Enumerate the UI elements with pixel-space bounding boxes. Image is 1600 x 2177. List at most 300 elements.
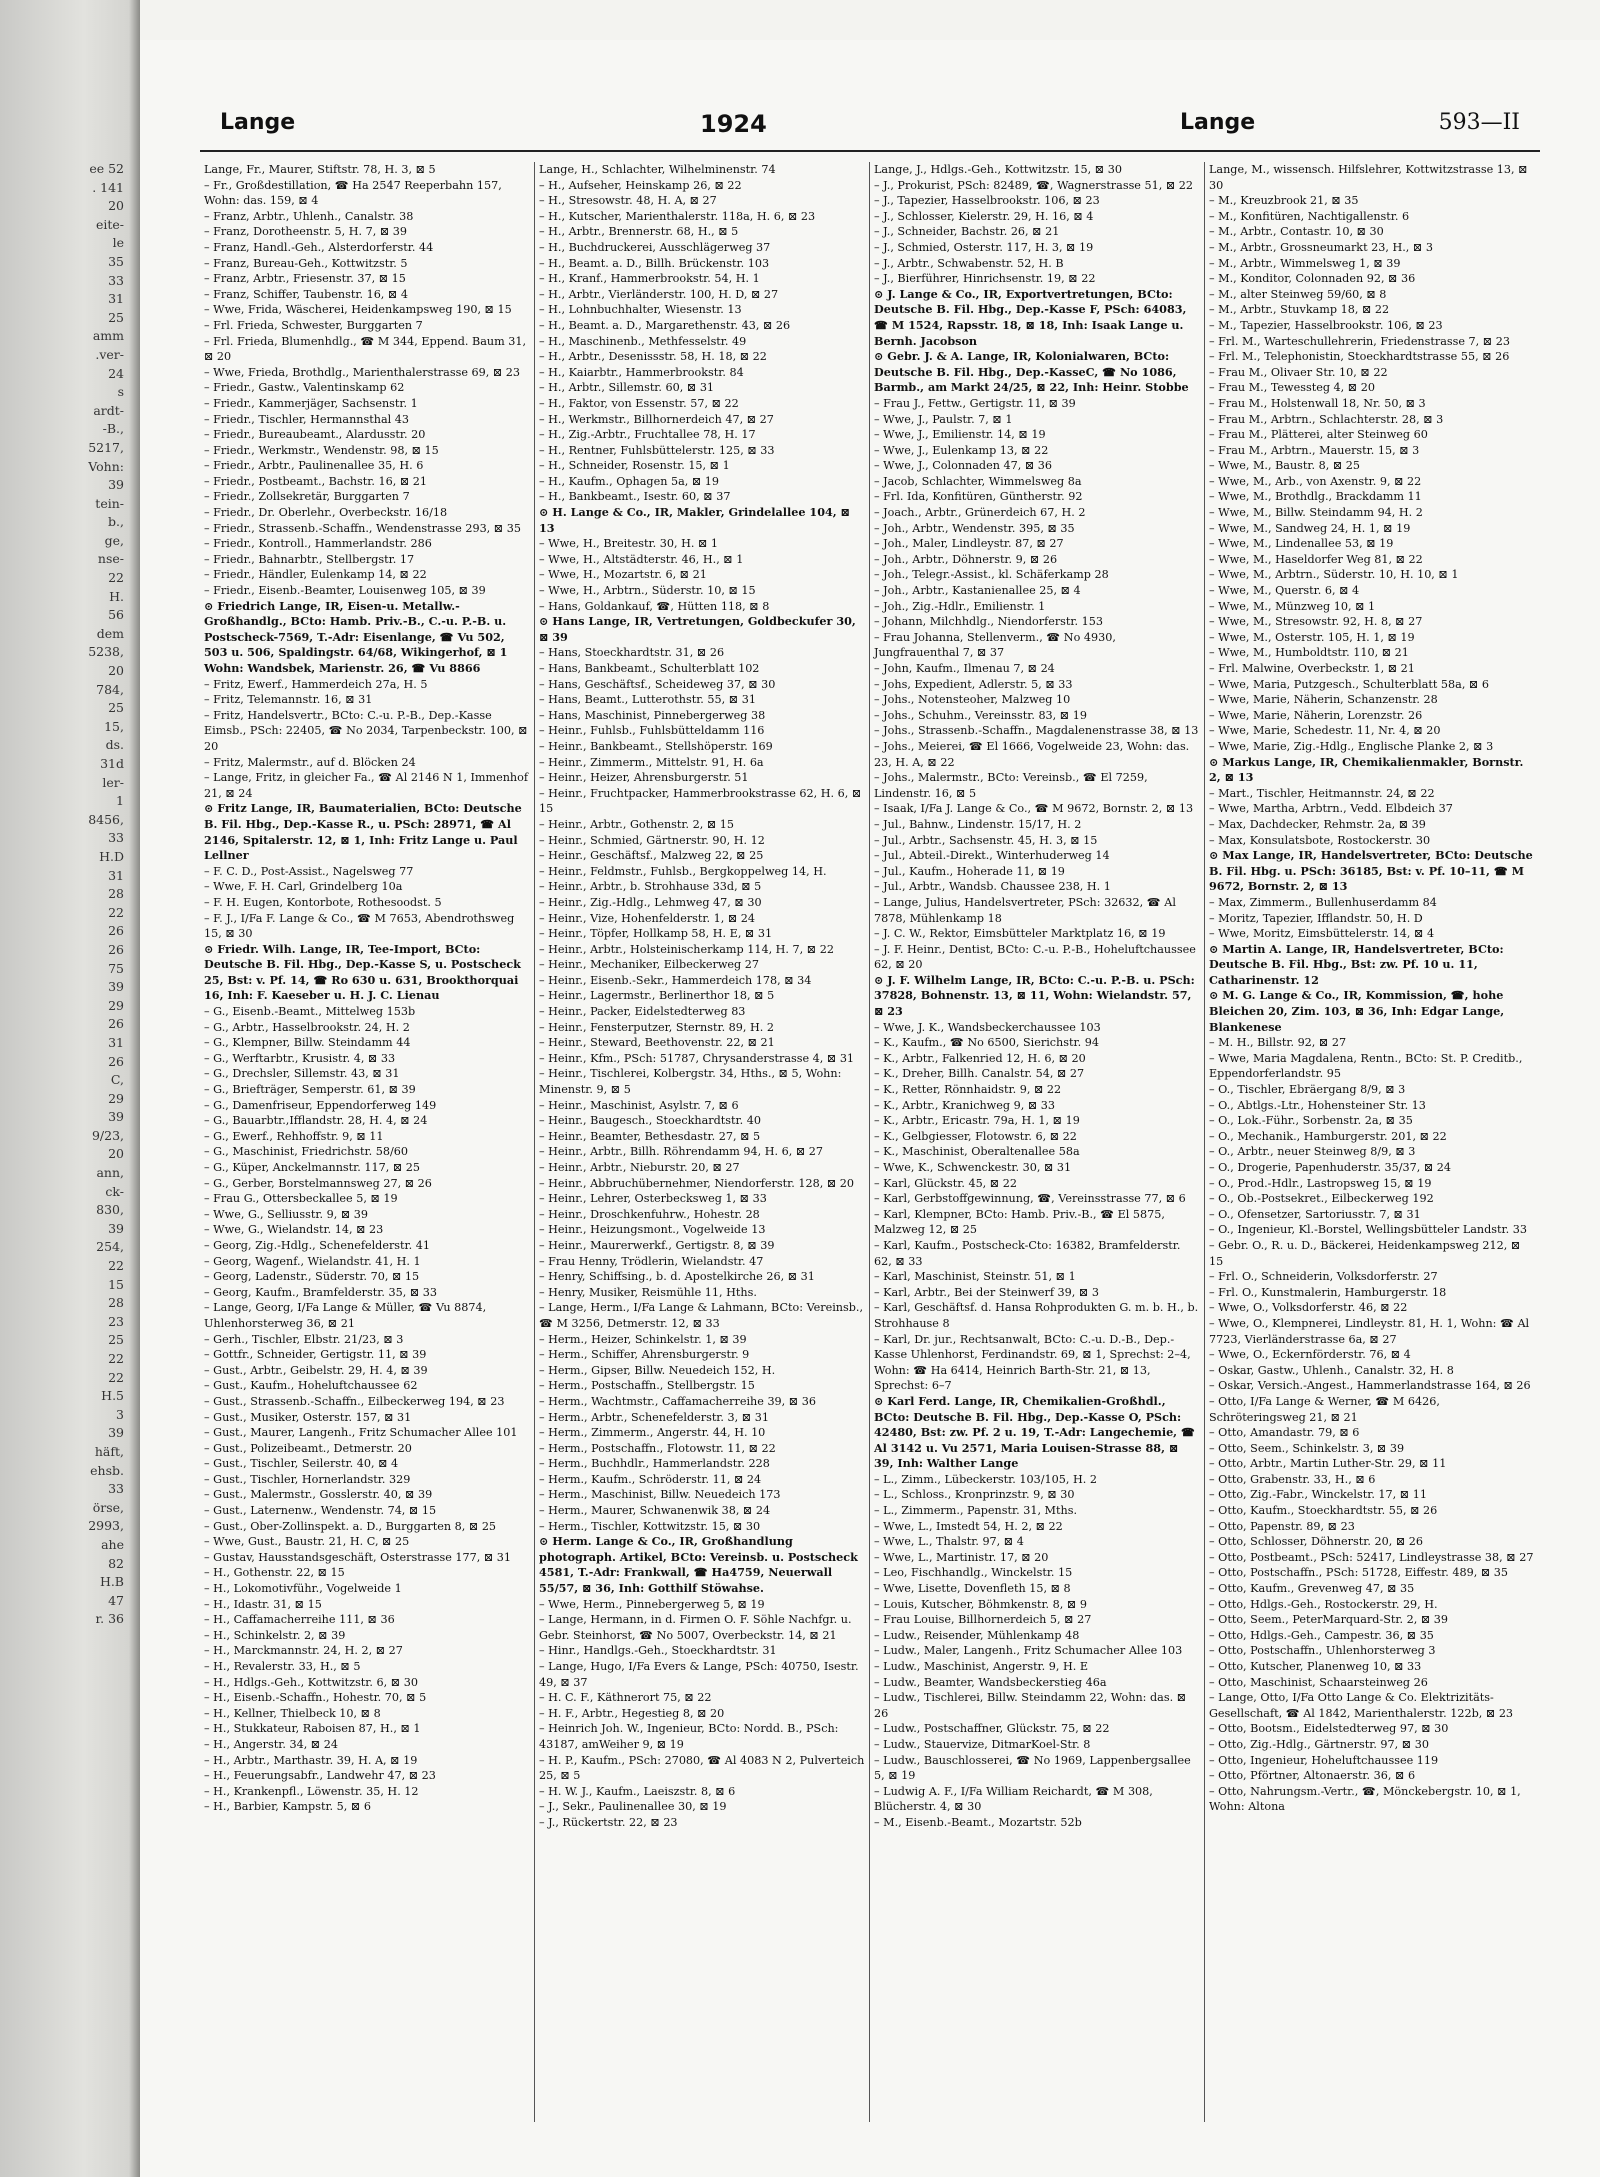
fragment-line: 26 bbox=[108, 1016, 124, 1032]
directory-entry: – Otto, Arbtr., Martin Luther-Str. 29, ⊠ 11 bbox=[1209, 1457, 1447, 1471]
directory-entry: – Frau G., Ottersbeckallee 5, ⊠ 19 bbox=[204, 1192, 398, 1206]
directory-entry: – Frau Louise, Billhornerdeich 5, ⊠ 27 bbox=[874, 1613, 1092, 1627]
directory-entry: – Lange, Hugo, I/Fa Evers & Lange, PSch: 40750, Isestr. 49, ⊠ 37 bbox=[539, 1660, 859, 1689]
directory-entry: – Heinr., Beamter, Bethesdastr. 27, ⊠ 5 bbox=[539, 1129, 761, 1143]
directory-entry: – Ludwig A. F., I/Fa William Reichardt, ☎ M 308, Blücherstr. 4, ⊠ 30 bbox=[874, 1784, 1153, 1814]
fragment-line: 784, bbox=[96, 681, 124, 697]
directory-entry: – Heinr., Feldmstr., Fuhlsb., Bergkoppelweg 14, H. bbox=[539, 864, 827, 878]
fragment-line: ahe bbox=[101, 1536, 124, 1552]
directory-entry: – Gebr. O., R. u. D., Bäckerei, Heidenkampsweg 212, ⊠ 15 bbox=[1209, 1238, 1521, 1268]
fragment-line: 25 bbox=[108, 309, 124, 325]
directory-entry: – Gust., Tischler, Seilerstr. 40, ⊠ 4 bbox=[204, 1457, 399, 1471]
header-right-name: Lange bbox=[1180, 110, 1256, 135]
fragment-line: häft, bbox=[94, 1443, 124, 1459]
directory-entry: – Wwe, Martha, Arbtrn., Vedd. Elbdeich 37 bbox=[1209, 802, 1453, 816]
directory-entry: – G., Klempner, Billw. Steindamm 44 bbox=[204, 1036, 411, 1050]
fragment-line: 33 bbox=[108, 830, 124, 846]
directory-entry: – Wwe, Maria Magdalena, Rentn., BCto: St. P. Creditb., Eppendorferlandstr. 95 bbox=[1209, 1051, 1523, 1081]
directory-entry: – Wwe, Marie, Zig.-Hdlg., Englische Planke 2, ⊠ 3 bbox=[1209, 739, 1494, 753]
directory-entry: – Johs, Expedient, Adlerstr. 5, ⊠ 33 bbox=[874, 677, 1073, 691]
fragment-line: 3 bbox=[116, 1406, 124, 1422]
directory-entry: Lange, Fr., Maurer, Stiftstr. 78, H. 3, ⊠ 5 bbox=[204, 163, 436, 176]
directory-entry: – Wwe, Frieda, Brothdlg., Marienthalerstrasse 69, ⊠ 23 bbox=[204, 365, 521, 379]
fragment-line: ds. bbox=[105, 737, 124, 753]
firm-entry: ⊙ Karl Ferd. Lange, IR, Chemikalien-Großhdl., BCto: Deutsche B. Fil. Hbg., Dep.-Kasse O, PSch: 42480, Bst: zw. Pf. 2 u. 19, T.-Adr: Langechemie, ☎ Al 3142 u. Vu 2571, Maria Louisen-Strasse 88, ⊠ 39, Inh: Walther Lange bbox=[874, 1394, 1200, 1472]
directory-entry: – K., Dreher, Billh. Canalstr. 54, ⊠ 27 bbox=[874, 1067, 1085, 1081]
directory-entry: – H., Marckmannstr. 24, H. 2, ⊠ 27 bbox=[204, 1644, 403, 1658]
directory-entry: – Heinr., Töpfer, Hollkamp 58, H. E, ⊠ 31 bbox=[539, 927, 773, 941]
directory-entry: – Otto, Postschaffn., PSch: 51728, Eiffestr. 489, ⊠ 35 bbox=[1209, 1566, 1509, 1580]
directory-entry: – John, Kaufm., Ilmenau 7, ⊠ 24 bbox=[874, 662, 1055, 675]
directory-entry: – Georg, Zig.-Hdlg., Schenefelderstr. 41 bbox=[204, 1238, 430, 1252]
fragment-line: 35 bbox=[108, 253, 124, 269]
directory-entry: – Otto, Kaufm., Stoeckhardtstr. 55, ⊠ 26 bbox=[1209, 1504, 1438, 1518]
directory-entry: – O., Mechanik., Hamburgerstr. 201, ⊠ 22 bbox=[1209, 1129, 1447, 1143]
directory-entry: – Heinr., Droschkenfuhrw., Hohestr. 28 bbox=[539, 1207, 760, 1221]
directory-entry: – O., Arbtr., neuer Steinweg 8/9, ⊠ 3 bbox=[1209, 1145, 1416, 1159]
directory-entry: – G., Eisenb.-Beamt., Mittelweg 153b bbox=[204, 1005, 416, 1019]
directory-entry: – H., Lohnbuchhalter, Wiesenstr. 13 bbox=[539, 303, 742, 317]
directory-entry: – Joh., Arbtr., Döhnerstr. 9, ⊠ 26 bbox=[874, 552, 1058, 566]
directory-entry: – Ludw., Postschaffner, Glückstr. 75, ⊠ 22 bbox=[874, 1722, 1110, 1736]
directory-entry: – Wwe, K., Schwenckestr. 30, ⊠ 31 bbox=[874, 1161, 1072, 1174]
directory-entry: – Herm., Maschinist, Billw. Neuedeich 173 bbox=[539, 1488, 781, 1502]
directory-entry: – Wwe, Marie, Näherin, Schanzenstr. 28 bbox=[1209, 693, 1438, 707]
directory-entry: – Fritz, Telemannstr. 16, ⊠ 31 bbox=[204, 693, 373, 707]
directory-entry: – Herm., Postschaffn., Stellbergstr. 15 bbox=[539, 1379, 755, 1393]
directory-entry: – H., Aufseher, Heinskamp 26, ⊠ 22 bbox=[539, 178, 742, 192]
directory-entry: – Otto, I/Fa Lange & Werner, ☎ M 6426, Schröteringsweg 21, ⊠ 21 bbox=[1209, 1394, 1440, 1424]
directory-entry: – Wwe, Herm., Pinnebergerweg 5, ⊠ 19 bbox=[539, 1597, 765, 1611]
directory-entry: – H., Revalerstr. 33, H., ⊠ 5 bbox=[204, 1660, 361, 1673]
directory-entry: – Lange, Georg, I/Fa Lange & Müller, ☎ Vu 8874, Uhlenhorsterweg 36, ⊠ 21 bbox=[204, 1301, 487, 1330]
directory-entry: – Heinr., Maurerwerkf., Gertigstr. 8, ⊠ 39 bbox=[539, 1238, 775, 1252]
directory-entry: – Herm., Gipser, Billw. Neuedeich 152, H. bbox=[539, 1363, 776, 1377]
directory-entry: – Frau M., Arbtrn., Schlachterstr. 28, ⊠ 3 bbox=[1209, 412, 1444, 426]
directory-entry: – F. C. D., Post-Assist., Nagelsweg 77 bbox=[204, 864, 414, 878]
fragment-line: H.5 bbox=[101, 1388, 124, 1404]
directory-entry: – Wwe, M., Haseldorfer Weg 81, ⊠ 22 bbox=[1209, 552, 1423, 566]
directory-entry: – Ludw., Reisender, Mühlenkamp 48 bbox=[874, 1628, 1080, 1642]
directory-entry: – Heinr., Arbtr., Billh. Röhrendamm 94, H. 6, ⊠ 27 bbox=[539, 1145, 823, 1159]
directory-entry: – Heinr., Fruchtpacker, Hammerbrookstrasse 62, H. 6, ⊠ 15 bbox=[539, 786, 862, 816]
directory-entry: – Wwe, M., Querstr. 6, ⊠ 4 bbox=[1209, 584, 1360, 598]
directory-entry: – Heinr., Mechaniker, Eilbeckerweg 27 bbox=[539, 958, 759, 972]
directory-entry: – Ludw., Maschinist, Angerstr. 9, H. E bbox=[874, 1660, 1089, 1673]
directory-entry: – Wwe, H., Altstädterstr. 46, H., ⊠ 1 bbox=[539, 552, 744, 566]
directory-entry: – Hans, Bankbeamt., Schulterblatt 102 bbox=[539, 662, 760, 675]
fragment-line: 20 bbox=[108, 198, 124, 214]
directory-entry: – H., Kaiarbtr., Hammerbrookstr. 84 bbox=[539, 365, 744, 379]
directory-entry: – Gottfr., Schneider, Gertigstr. 11, ⊠ 39 bbox=[204, 1348, 427, 1362]
directory-entry: – Otto, Schlosser, Döhnerstr. 20, ⊠ 26 bbox=[1209, 1535, 1424, 1549]
fragment-line: 75 bbox=[108, 960, 124, 976]
directory-entry: – Friedr., Dr. Oberlehr., Overbeckstr. 16/18 bbox=[204, 506, 448, 520]
directory-entry: – Oskar, Versich.-Angest., Hammerlandstrasse 164, ⊠ 26 bbox=[1209, 1379, 1531, 1393]
directory-entry: – Franz, Dorotheenstr. 5, H. 7, ⊠ 39 bbox=[204, 225, 408, 239]
directory-entry: – M., Arbtr., Grossneumarkt 23, H., ⊠ 3 bbox=[1209, 240, 1433, 254]
directory-entry: – M., Kreuzbrook 21, ⊠ 35 bbox=[1209, 194, 1359, 208]
directory-entry: – J., Prokurist, PSch: 82489, ☎, Wagnerstrasse 51, ⊠ 22 bbox=[874, 178, 1194, 192]
directory-entry: – Georg, Ladenstr., Süderstr. 70, ⊠ 15 bbox=[204, 1270, 420, 1284]
directory-entry: – H., Arbtr., Vierländerstr. 100, H. D, ⊠ 27 bbox=[539, 287, 779, 301]
directory-entry: – O., Tischler, Ebräergang 8/9, ⊠ 3 bbox=[1209, 1083, 1406, 1097]
directory-entry: – J. C. W., Rektor, Eimsbütteler Marktplatz 16, ⊠ 19 bbox=[874, 927, 1166, 941]
directory-entry: – Wwe, M., Baustr. 8, ⊠ 25 bbox=[1209, 459, 1361, 473]
directory-entry: – M., Eisenb.-Beamt., Mozartstr. 52b bbox=[874, 1815, 1082, 1829]
fragment-line: amm bbox=[92, 328, 124, 344]
firm-entry: ⊙ Markus Lange, IR, Chemikalienmakler, Bornstr. 2, ⊠ 13 bbox=[1209, 755, 1536, 786]
directory-entry: – Karl, Arbtr., Bei der Steinwerf 39, ⊠ 3 bbox=[874, 1285, 1099, 1299]
fragment-line: 22 bbox=[108, 1351, 124, 1366]
directory-entry: – Ludw., Maler, Langenh., Fritz Schumacher Allee 103 bbox=[874, 1644, 1183, 1658]
fragment-line: 22 bbox=[108, 1369, 124, 1385]
directory-entry: – Heinr., Arbtr., Gothenstr. 2, ⊠ 15 bbox=[539, 817, 735, 831]
directory-entry: – Wwe, L., Imstedt 54, H. 2, ⊠ 22 bbox=[874, 1519, 1063, 1533]
directory-entry: – H., Maschinenb., Methfesselstr. 49 bbox=[539, 334, 747, 348]
directory-entry: – H., Kellner, Thielbeck 10, ⊠ 8 bbox=[204, 1706, 381, 1720]
directory-entry: – Joh., Arbtr., Kastanienallee 25, ⊠ 4 bbox=[874, 584, 1081, 598]
directory-entry: – Franz, Bureau-Geh., Kottwitzstr. 5 bbox=[204, 256, 408, 270]
directory-entry: – J., Schneider, Bachstr. 26, ⊠ 21 bbox=[874, 225, 1060, 239]
header-rule bbox=[200, 150, 1540, 152]
directory-entry: – K., Arbtr., Kranichweg 9, ⊠ 33 bbox=[874, 1098, 1055, 1112]
directory-entry: – J., Arbtr., Schwabenstr. 52, H. B bbox=[874, 256, 1064, 270]
directory-entry: – H., Arbtr., Desenissstr. 58, H. 18, ⊠ 22 bbox=[539, 350, 767, 364]
fragment-line: 8456, bbox=[88, 811, 124, 827]
directory-entry: – Wwe, M., Arb., von Axenstr. 9, ⊠ 22 bbox=[1209, 474, 1422, 488]
directory-entry: – Johs., Malermstr., BCto: Vereinsb., ☎ El 7259, Lindenstr. 16, ⊠ 5 bbox=[874, 771, 1148, 800]
directory-entry: – Frau Henny, Trödlerin, Wielandstr. 47 bbox=[539, 1254, 764, 1268]
directory-entry: – G., Bauarbtr.,Ifflandstr. 28, H. 4, ⊠ 24 bbox=[204, 1114, 428, 1128]
directory-entry: – Heinr., Arbtr., b. Strohhause 33d, ⊠ 5 bbox=[539, 880, 762, 894]
firm-entry: ⊙ Max Lange, IR, Handelsvertreter, BCto: Deutsche B. Fil. Hbg. u. PSch: 36185, Bst: v. Pf. 10–11, ☎ M 9672, Bornstr. 2, ⊠ 13 bbox=[1209, 848, 1536, 895]
directory-entry: – Karl, Dr. jur., Rechtsanwalt, BCto: C.-u. D.-B., Dep.-Kasse Uhlenhorst, Ferdinandstr. 69, ⊠ 1, Sprechst: 2–4, Wohn: ☎ Ha 6414, Heinrich Barth-Str. 21, ⊠ 13, Sprechst: 6–7 bbox=[874, 1332, 1191, 1393]
directory-entry: – Otto, Hdlgs.-Geh., Campestr. 36, ⊠ 35 bbox=[1209, 1628, 1434, 1642]
fragment-line: 20 bbox=[108, 1146, 124, 1162]
fragment-line: 26 bbox=[108, 923, 124, 939]
directory-entry: – Wwe, J. K., Wandsbeckerchaussee 103 bbox=[874, 1020, 1101, 1034]
directory-entry: – Max, Dachdecker, Rehmstr. 2a, ⊠ 39 bbox=[1209, 817, 1426, 831]
fragment-line: ann, bbox=[96, 1165, 124, 1181]
directory-entry: – K., Retter, Rönnhaidstr. 9, ⊠ 22 bbox=[874, 1083, 1062, 1097]
directory-entry: – Ludw., Bauschlosserei, ☎ No 1969, Lappenbergsallee 5, ⊠ 19 bbox=[874, 1753, 1191, 1783]
directory-entry: – H., Krankenpfl., Löwenstr. 35, H. 12 bbox=[204, 1784, 419, 1798]
directory-entry: – Frau Johanna, Stellenverm., ☎ No 4930, Jungfrauenthal 7, ⊠ 37 bbox=[874, 630, 1116, 660]
directory-entry: – L., Zimmerm., Papenstr. 31, Mths. bbox=[874, 1504, 1078, 1518]
facing-page-fragment bbox=[0, 160, 128, 2060]
directory-entry: – Jul., Bahnw., Lindenstr. 15/17, H. 2 bbox=[874, 817, 1082, 831]
column-2 bbox=[535, 162, 870, 2122]
directory-entry: – H., Beamt. a. D., Billh. Brückenstr. 103 bbox=[539, 256, 770, 270]
directory-entry: – H., Schneider, Rosenstr. 15, ⊠ 1 bbox=[539, 459, 730, 473]
directory-entry: – O., Prod.-Hdlr., Lastropsweg 15, ⊠ 19 bbox=[1209, 1176, 1432, 1190]
fragment-line: 22 bbox=[108, 1258, 124, 1274]
directory-entry: – Heinrich Joh. W., Ingenieur, BCto: Nordd. B., PSch: 43187, amWeiher 9, ⊠ 19 bbox=[539, 1722, 839, 1751]
directory-entry: – Wwe, J., Emilienstr. 14, ⊠ 19 bbox=[874, 428, 1046, 442]
directory-entry: – Otto, Zig.-Fabr., Winckelstr. 17, ⊠ 11 bbox=[1209, 1488, 1427, 1502]
firm-entry: ⊙ Martin A. Lange, IR, Handelsvertreter, BCto: Deutsche B. Fil. Hbg., Bst: zw. Pf. 10 u. 11, Catharinenstr. 12 bbox=[1209, 942, 1536, 989]
directory-entry: – H., Arbtr., Marthastr. 39, H. A, ⊠ 19 bbox=[204, 1753, 418, 1767]
directory-entry: – Friedr., Gastw., Valentinskamp 62 bbox=[204, 381, 405, 395]
directory-entry: – Wwe, Marie, Näherin, Lorenzstr. 26 bbox=[1209, 708, 1423, 722]
directory-entry: – Henry, Schiffsing., b. d. Apostelkirche 26, ⊠ 31 bbox=[539, 1270, 815, 1284]
directory-entry: – Jul., Kaufm., Hoherade 11, ⊠ 19 bbox=[874, 864, 1065, 878]
fragment-line: s bbox=[117, 384, 124, 400]
directory-entry: – Frl. Frieda, Schwester, Burggarten 7 bbox=[204, 318, 423, 332]
directory-entry: – Johs., Notensteoher, Malzweg 10 bbox=[874, 693, 1071, 707]
directory-entry: – Gust., Tischler, Hornerlandstr. 329 bbox=[204, 1472, 411, 1486]
firm-entry: ⊙ Friedrich Lange, IR, Eisen-u. Metallw.-Großhandlg., BCto: Hamb. Priv.-B., C.-u. P.-B. u. Postscheck-7569, T.-Adr: Eisenlange, ☎ Vu 502, 503 u. 506, Spaldingstr. 64/68, Wikingerhof, ⊠ 1 Wohn: Wandsbek, Marienstr. 26, ☎ Vu 8866 bbox=[204, 599, 530, 677]
directory-entry: – Herm., Arbtr., Schenefelderstr. 3, ⊠ 31 bbox=[539, 1410, 769, 1424]
directory-entry: – Wwe, M., Stresowstr. 92, H. 8, ⊠ 27 bbox=[1209, 615, 1423, 629]
directory-entry: – Frau J., Fettw., Gertigstr. 11, ⊠ 39 bbox=[874, 396, 1076, 410]
directory-entry: – Otto, Postbeamt., PSch: 52417, Lindleystrasse 38, ⊠ 27 bbox=[1209, 1550, 1534, 1564]
directory-entry: – Gust., Kaufm., Hoheluftchaussee 62 bbox=[204, 1379, 418, 1393]
fragment-line: 31 bbox=[108, 291, 124, 307]
fragment-line: -B., bbox=[102, 421, 124, 437]
fragment-line: 39 bbox=[108, 477, 124, 493]
directory-entry: – Wwe, F. H. Carl, Grindelberg 10a bbox=[204, 880, 403, 894]
directory-entry: – H., Zig.-Arbtr., Fruchtallee 78, H. 17 bbox=[539, 428, 756, 442]
fragment-line: b., bbox=[108, 514, 124, 530]
directory-entry: – G., Küper, Anckelmannstr. 117, ⊠ 25 bbox=[204, 1161, 421, 1174]
fragment-line: 20 bbox=[108, 663, 124, 679]
directory-entry: – Otto, Seem., Schinkelstr. 3, ⊠ 39 bbox=[1209, 1441, 1405, 1455]
directory-entry: – Franz, Schiffer, Taubenstr. 16, ⊠ 4 bbox=[204, 287, 408, 301]
directory-entry: – M., Tapezier, Hasselbrookstr. 106, ⊠ 23 bbox=[1209, 318, 1443, 332]
directory-entry: – Heinr., Zimmerm., Mittelstr. 91, H. 6a bbox=[539, 755, 764, 769]
directory-entry: – Wwe, Lisette, Dovenfleth 15, ⊠ 8 bbox=[874, 1582, 1071, 1596]
directory-entry: – Heinr., Maschinist, Asylstr. 7, ⊠ 6 bbox=[539, 1098, 739, 1112]
directory-entry: – Jul., Abteil.-Direkt., Winterhuderweg 14 bbox=[874, 849, 1110, 863]
directory-entry: – Heinr., Lehrer, Osterbecksweg 1, ⊠ 33 bbox=[539, 1192, 767, 1206]
directory-entry: – Lange, Fritz, in gleicher Fa., ☎ Al 2146 N 1, Immenhof 21, ⊠ 24 bbox=[204, 771, 529, 800]
directory-entry: – Herm., Heizer, Schinkelstr. 1, ⊠ 39 bbox=[539, 1332, 747, 1346]
directory-entry: – Hans, Geschäftsf., Scheideweg 37, ⊠ 30 bbox=[539, 677, 776, 691]
directory-entry: – H., Gothenstr. 22, ⊠ 15 bbox=[204, 1566, 345, 1580]
directory-entry: – Wwe, O., Eckernförderstr. 76, ⊠ 4 bbox=[1209, 1348, 1411, 1362]
directory-entry: – K., Kaufm., ☎ No 6500, Sierichstr. 94 bbox=[874, 1036, 1099, 1050]
directory-entry: – Frau M., Tewessteg 4, ⊠ 20 bbox=[1209, 381, 1375, 395]
directory-entry: – G., Damenfriseur, Eppendorferweg 149 bbox=[204, 1098, 437, 1112]
directory-entry: – Ludw., Stauervize, DitmarKoel-Str. 8 bbox=[874, 1737, 1091, 1751]
directory-entry: – Otto, Grabenstr. 33, H., ⊠ 6 bbox=[1209, 1472, 1376, 1486]
directory-entry: – H., Arbtr., Brennerstr. 68, H., ⊠ 5 bbox=[539, 225, 739, 239]
directory-entry: – Heinr., Abbruchübernehmer, Niendorferstr. 128, ⊠ 20 bbox=[539, 1176, 854, 1190]
directory-entry: – Gust., Ober-Zollinspekt. a. D., Burggarten 8, ⊠ 25 bbox=[204, 1519, 497, 1533]
directory-entry: – Georg, Wagenf., Wielandstr. 41, H. 1 bbox=[204, 1254, 421, 1268]
directory-entry: – Fr., Großdestillation, ☎ Ha 2547 Reeperbahn 157, Wohn: das. 159, ⊠ 4 bbox=[204, 178, 502, 208]
directory-entry: – Heinr., Schmied, Gärtnerstr. 90, H. 12 bbox=[539, 833, 765, 847]
directory-entry: – Gust., Malermstr., Gosslerstr. 40, ⊠ 39 bbox=[204, 1488, 433, 1502]
directory-entry: – Heinr., Vize, Hohenfelderstr. 1, ⊠ 24 bbox=[539, 911, 756, 925]
fragment-line: 22 bbox=[108, 570, 124, 586]
directory-entry: – Wwe, H., Breitestr. 30, H. ⊠ 1 bbox=[539, 537, 718, 551]
directory-entry: – Heinr., Lagermstr., Berlinerthor 18, ⊠ 5 bbox=[539, 989, 775, 1003]
directory-entry: Lange, H., Schlachter, Wilhelminenstr. 74 bbox=[539, 163, 776, 176]
directory-entry: – F. J., I/Fa F. Lange & Co., ☎ M 7653, Abendrothsweg 15, ⊠ 30 bbox=[204, 911, 515, 941]
directory-entry: – H., Eisenb.-Schaffn., Hohestr. 70, ⊠ 5 bbox=[204, 1691, 427, 1705]
directory-entry: – K., Gelbgiesser, Flotowstr. 6, ⊠ 22 bbox=[874, 1129, 1077, 1143]
directory-entry: – M., Arbtr., Stuvkamp 18, ⊠ 22 bbox=[1209, 303, 1390, 317]
directory-entry: – H., Caffamacherreihe 111, ⊠ 36 bbox=[204, 1613, 395, 1627]
directory-entry: – Gust., Laternenw., Wendenstr. 74, ⊠ 15 bbox=[204, 1504, 437, 1518]
directory-entry: – G., Maschinist, Friedrichstr. 58/60 bbox=[204, 1145, 408, 1159]
directory-entry: – Karl, Kaufm., Postscheck-Cto: 16382, Bramfelderstr. 62, ⊠ 33 bbox=[874, 1238, 1181, 1268]
directory-entry: – Fritz, Malermstr., auf d. Blöcken 24 bbox=[204, 755, 416, 769]
directory-entry: – Wwe, Maria, Putzgesch., Schulterblatt 58a, ⊠ 6 bbox=[1209, 677, 1489, 691]
directory-entry: – Hans, Goldankauf, ☎, Hütten 118, ⊠ 8 bbox=[539, 599, 770, 613]
fragment-line: 31 bbox=[108, 1034, 124, 1050]
fragment-line: 39 bbox=[108, 1425, 124, 1441]
directory-entry: – Frau M., Holstenwall 18, Nr. 50, ⊠ 3 bbox=[1209, 396, 1426, 410]
directory-entry: – H., Faktor, von Essenstr. 57, ⊠ 22 bbox=[539, 396, 739, 410]
directory-entry: – Heinr., Heizer, Ahrensburgerstr. 51 bbox=[539, 771, 749, 785]
directory-entry: – M., Arbtr., Contastr. 10, ⊠ 30 bbox=[1209, 225, 1384, 239]
directory-entry: – H., Kutscher, Marienthalerstr. 118a, H. 6, ⊠ 23 bbox=[539, 209, 816, 223]
fragment-line: 39 bbox=[108, 979, 124, 995]
fragment-line: ck- bbox=[105, 1183, 124, 1199]
directory-entry: – Friedr., Werkmstr., Wendenstr. 98, ⊠ 15 bbox=[204, 443, 439, 457]
directory-entry: – Jacob, Schlachter, Wimmelsweg 8a bbox=[874, 474, 1082, 488]
directory-entry: – O., Ofensetzer, Sartoriusstr. 7, ⊠ 31 bbox=[1209, 1207, 1421, 1221]
directory-entry: – Friedr., Händler, Eulenkamp 14, ⊠ 22 bbox=[204, 568, 427, 582]
fragment-line: 47 bbox=[108, 1592, 124, 1608]
firm-entry: ⊙ J. Lange & Co., IR, Exportvertretungen, BCto: Deutsche B. Fil. Hbg., Dep.-Kasse F, PSch: 64083, ☎ M 1524, Rapsstr. 18, ⊠ 18, Inh: Isaak Lange u. Bernh. Jacobson bbox=[874, 287, 1200, 349]
header-year: 1924 bbox=[700, 110, 767, 138]
directory-entry: – H., Barbier, Kampstr. 5, ⊠ 6 bbox=[204, 1800, 371, 1814]
fragment-line: 29 bbox=[108, 1090, 124, 1106]
directory-entry: – Fritz, Handelsvertr., BCto: C.-u. P.-B., Dep.-Kasse Eimsb., PSch: 22405, ☎ No 2034, Tarpenbeckstr. 100, ⊠ 20 bbox=[204, 708, 528, 753]
fragment-line: H.D bbox=[99, 848, 124, 864]
directory-entry: – Herm., Wachtmstr., Caffamacherreihe 39, ⊠ 36 bbox=[539, 1394, 816, 1408]
fragment-line: .ver- bbox=[95, 346, 124, 362]
directory-entry: – Johs., Schuhm., Vereinsstr. 83, ⊠ 19 bbox=[874, 708, 1087, 722]
directory-entry: – Max, Konsulatsbote, Rostockerstr. 30 bbox=[1209, 833, 1431, 847]
directory-entry: – Karl, Klempner, BCto: Hamb. Priv.-B., ☎ El 5875, Malzweg 12, ⊠ 25 bbox=[874, 1207, 1165, 1237]
fragment-line: le bbox=[112, 235, 124, 251]
fragment-line: 56 bbox=[108, 607, 124, 623]
directory-entry: – Wwe, L., Thalstr. 97, ⊠ 4 bbox=[874, 1535, 1024, 1549]
directory-entry: – Wwe, Marie, Schedestr. 11, Nr. 4, ⊠ 20 bbox=[1209, 724, 1441, 738]
directory-entry: – Otto, Kutscher, Planenweg 10, ⊠ 33 bbox=[1209, 1660, 1422, 1673]
directory-entry: – Heinr., Eisenb.-Sekr., Hammerdeich 178, ⊠ 34 bbox=[539, 973, 812, 987]
directory-entry: – Friedr., Zollsekretär, Burggarten 7 bbox=[204, 490, 410, 504]
fragment-line: 28 bbox=[108, 1295, 124, 1311]
fragment-line: 15, bbox=[104, 718, 124, 734]
directory-entry: – H., Lokomotivführ., Vogelweide 1 bbox=[204, 1582, 402, 1596]
directory-entry: – H., Rentner, Fuhlsbüttelerstr. 125, ⊠ 33 bbox=[539, 443, 775, 457]
fragment-line: örse, bbox=[92, 1499, 124, 1515]
firm-entry: ⊙ M. G. Lange & Co., IR, Kommission, ☎, hohe Bleichen 20, Zim. 103, ⊠ 36, Inh: Edgar Lange, Blankenese bbox=[1209, 988, 1536, 1035]
directory-entry: – H., Kaufm., Ophagen 5a, ⊠ 19 bbox=[539, 474, 720, 488]
directory-entry: – Frau M., Plätterei, alter Steinweg 60 bbox=[1209, 428, 1428, 442]
directory-entry: – Hans, Stoeckhardtstr. 31, ⊠ 26 bbox=[539, 646, 725, 660]
directory-entry: – Gerh., Tischler, Elbstr. 21/23, ⊠ 3 bbox=[204, 1332, 404, 1346]
directory-entry: – Wwe, Gust., Baustr. 21, H. C, ⊠ 25 bbox=[204, 1535, 410, 1549]
directory-entry: – Jul., Arbtr., Sachsenstr. 45, H. 3, ⊠ 15 bbox=[874, 833, 1098, 847]
directory-entry: – H., Arbtr., Sillemstr. 60, ⊠ 31 bbox=[539, 381, 715, 395]
directory-entry: – L., Schloss., Kronprinzstr. 9, ⊠ 30 bbox=[874, 1488, 1075, 1502]
directory-entry: – Wwe, H., Arbtrn., Süderstr. 10, ⊠ 15 bbox=[539, 584, 756, 598]
directory-entry: – Oskar, Gastw., Uhlenh., Canalstr. 32, H. 8 bbox=[1209, 1363, 1454, 1377]
directory-entry: – H. F., Arbtr., Hegestieg 8, ⊠ 20 bbox=[539, 1706, 725, 1720]
directory-entry: – Georg, Kaufm., Bramfelderstr. 35, ⊠ 33 bbox=[204, 1285, 438, 1299]
fragment-line: 33 bbox=[108, 1481, 124, 1497]
directory-entry: – Wwe, M., Münzweg 10, ⊠ 1 bbox=[1209, 599, 1376, 613]
directory-entry: – H., Schinkelstr. 2, ⊠ 39 bbox=[204, 1628, 346, 1642]
fragment-line: 26 bbox=[108, 1053, 124, 1069]
directory-entry: – Wwe, J., Colonnaden 47, ⊠ 36 bbox=[874, 459, 1052, 473]
fragment-line: eite- bbox=[95, 216, 124, 232]
fragment-line: 33 bbox=[108, 272, 124, 288]
directory-entry: – G., Arbtr., Hasselbrookstr. 24, H. 2 bbox=[204, 1020, 410, 1034]
fragment-line: 25 bbox=[108, 1332, 124, 1348]
directory-entry: – Ludw., Beamter, Wandsbeckerstieg 46a bbox=[874, 1675, 1107, 1689]
directory-entry: – K., Arbtr., Falkenried 12, H. 6, ⊠ 20 bbox=[874, 1051, 1086, 1065]
directory-entry: – Leo, Fischhandlg., Winckelstr. 15 bbox=[874, 1566, 1073, 1580]
directory-entry: – Wwe, G., Selliusstr. 9, ⊠ 39 bbox=[204, 1207, 368, 1221]
directory-entry: – Johann, Milchhdlg., Niendorferstr. 153 bbox=[874, 615, 1103, 629]
directory-entry: – J., Schmied, Osterstr. 117, H. 3, ⊠ 19 bbox=[874, 240, 1094, 254]
directory-entry: – H., Stukkateur, Raboisen 87, H., ⊠ 1 bbox=[204, 1722, 421, 1736]
directory-entry: – J., Sekr., Paulinenallee 30, ⊠ 19 bbox=[539, 1800, 727, 1814]
fragment-line: ee 52 bbox=[89, 161, 124, 176]
directory-entry: – J. F. Heinr., Dentist, BCto: C.-u. P.-B., Hoheluftchaussee 62, ⊠ 20 bbox=[874, 942, 1196, 972]
directory-entry: – G., Ewerf., Rehhoffstr. 9, ⊠ 11 bbox=[204, 1129, 384, 1143]
directory-entry: – Hans, Maschinist, Pinnebergerweg 38 bbox=[539, 708, 766, 722]
fragment-line: 82 bbox=[108, 1555, 124, 1571]
directory-entry: – Wwe, M., Billw. Steindamm 94, H. 2 bbox=[1209, 506, 1423, 520]
directory-entry: – L., Zimm., Lübeckerstr. 103/105, H. 2 bbox=[874, 1472, 1097, 1486]
fragment-line: 23 bbox=[108, 1313, 124, 1329]
directory-entry: – Otto, Hdlgs.-Geh., Rostockerstr. 29, H. bbox=[1209, 1597, 1438, 1611]
directory-entry: – K., Arbtr., Ericastr. 79a, H. 1, ⊠ 19 bbox=[874, 1114, 1080, 1128]
directory-entry: – Karl, Geschäftsf. d. Hansa Rohprodukten G. m. b. H., b. Strohhause 8 bbox=[874, 1301, 1199, 1330]
fragment-line: 9/23, bbox=[91, 1127, 124, 1143]
directory-entry: – Johs., Strassenb.-Schaffn., Magdalenenstrasse 38, ⊠ 13 bbox=[874, 724, 1199, 738]
directory-entry: – G., Briefträger, Semperstr. 61, ⊠ 39 bbox=[204, 1083, 416, 1097]
directory-entry: – Lange, Herm., I/Fa Lange & Lahmann, BCto: Vereinsb., ☎ M 3256, Detmerstr. 12, ⊠ 33 bbox=[539, 1301, 864, 1330]
directory-entry: – Mart., Tischler, Heitmannstr. 24, ⊠ 22 bbox=[1209, 786, 1435, 800]
directory-entry: – M., Konfitüren, Nachtigallenstr. 6 bbox=[1209, 209, 1410, 223]
header-left-name: Lange bbox=[220, 110, 296, 135]
directory-entry: – K., Maschinist, Oberaltenallee 58a bbox=[874, 1145, 1080, 1159]
firm-entry: ⊙ H. Lange & Co., IR, Makler, Grindelallee 104, ⊠ 13 bbox=[539, 505, 865, 536]
directory-entry: – Hinr., Handlgs.-Geh., Stoeckhardtstr. 31 bbox=[539, 1644, 777, 1658]
directory-entry: – J., Tapezier, Hasselbrookstr. 106, ⊠ 23 bbox=[874, 194, 1100, 208]
column-4 bbox=[1205, 162, 1540, 2122]
directory-entry: – Friedr., Kontroll., Hammerlandstr. 286 bbox=[204, 537, 432, 551]
firm-entry: ⊙ Gebr. J. & A. Lange, IR, Kolonialwaren, BCto: Deutsche B. Fil. Hbg., Dep.-KasseC, ☎ No 1086, Barmb., am Markt 24/25, ⊠ 22, Inh: Heinr. Stobbe bbox=[874, 349, 1200, 396]
fragment-line: 1 bbox=[116, 793, 124, 809]
directory-entry: – Wwe, H., Mozartstr. 6, ⊠ 21 bbox=[539, 568, 707, 582]
directory-entry: – Heinr., Zig.-Hdlg., Lehmweg 47, ⊠ 30 bbox=[539, 895, 762, 909]
directory-entry: – H. P., Kaufm., PSch: 27080, ☎ Al 4083 N 2, Pulverteich 25, ⊠ 5 bbox=[539, 1753, 865, 1783]
directory-entry: – Karl, Gerbstoffgewinnung, ☎, Vereinsstrasse 77, ⊠ 6 bbox=[874, 1192, 1186, 1206]
firm-entry: ⊙ Herm. Lange & Co., IR, Großhandlung photograph. Artikel, BCto: Vereinsb. u. Postscheck 4581, T.-Adr: Frankwall, ☎ Ha4759, Neuerwall 55/57, ⊠ 36, Inh: Gotthilf Stöwahse. bbox=[539, 1534, 865, 1596]
directory-entry: – Lange, Otto, I/Fa Otto Lange & Co. Elektrizitäts-Gesellschaft, ☎ Al 1842, Marienthalerstr. 122b, ⊠ 23 bbox=[1209, 1691, 1514, 1720]
fragment-line: ehsb. bbox=[90, 1462, 124, 1478]
directory-entry: – Gust., Strassenb.-Schaffn., Eilbeckerweg 194, ⊠ 23 bbox=[204, 1394, 505, 1408]
directory-entry: – Max, Zimmerm., Bullenhuserdamm 84 bbox=[1209, 895, 1437, 909]
directory-entry: – Friedr., Bahnarbtr., Stellbergstr. 17 bbox=[204, 552, 415, 566]
directory-entry: – H., Stresowstr. 48, H. A, ⊠ 27 bbox=[539, 194, 717, 208]
directory-entry: – H., Idastr. 31, ⊠ 15 bbox=[204, 1597, 322, 1611]
directory-entry: – Wwe, M., Osterstr. 105, H. 1, ⊠ 19 bbox=[1209, 630, 1415, 644]
firm-entry: ⊙ Hans Lange, IR, Vertretungen, Goldbeckufer 30, ⊠ 39 bbox=[539, 614, 865, 645]
